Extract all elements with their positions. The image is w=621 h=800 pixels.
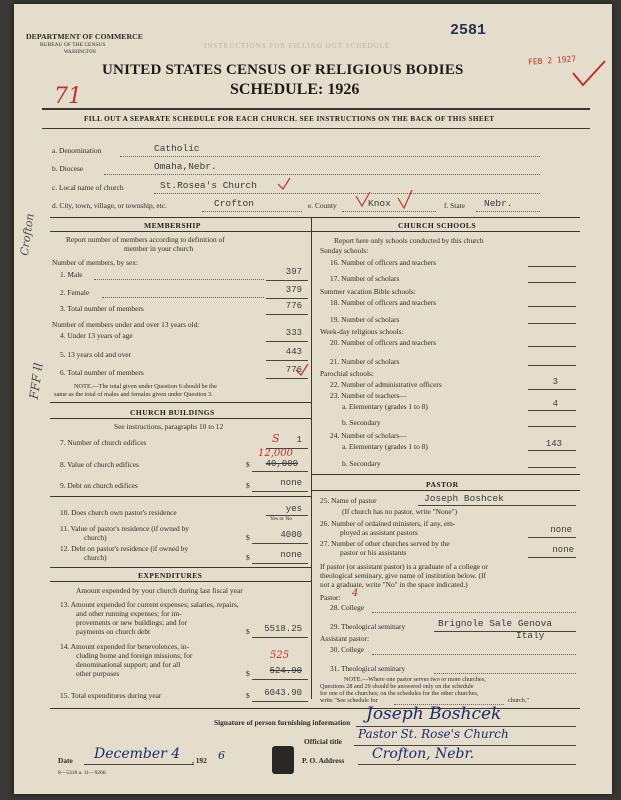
q16-label: 16. Number of officers and teachers	[330, 258, 437, 267]
pastor-title: PASTOR	[426, 480, 459, 489]
faint-back-text: INSTRUCTIONS FOR FILLING OUT SCHEDULE	[204, 42, 391, 50]
pastor-note-5: church."	[508, 697, 529, 704]
q24a-label: a. Elementary (grades 1 to 8)	[342, 442, 428, 451]
pastor-subhead: Pastor:	[320, 593, 341, 602]
q9-label: 9. Debt on church edifices	[60, 481, 138, 490]
q22-label: 22. Number of administrative officers	[330, 380, 442, 389]
dollar-sign: $	[246, 460, 250, 469]
church-name-label: c. Local name of church	[52, 183, 124, 192]
signature-label: Signature of person furnishing information	[214, 718, 351, 727]
year-prefix: , 192	[192, 756, 207, 765]
q31-label: 31. Theological seminary	[330, 664, 406, 673]
q26-label: 26. Number of ordained ministers, if any, em-	[320, 519, 456, 528]
city-name: WASHINGTON	[64, 50, 96, 55]
form-title: UNITED STATES CENSUS OF RELIGIOUS BODIES	[102, 62, 464, 78]
q12-label-2: church)	[84, 553, 107, 562]
q6-label: 6. Total number of members	[60, 368, 144, 377]
seminary-name: Brignole Sale Genova	[438, 618, 553, 629]
year-digit: 6	[218, 749, 225, 762]
check-mark-icon	[354, 188, 414, 212]
q29-label: 29. Theological seminary	[330, 622, 406, 631]
date-stamp: FEB 2 1927	[527, 54, 577, 67]
city-label: d. City, town, village, or township, etc.	[52, 201, 167, 210]
county-value: Knox	[368, 198, 391, 209]
q10-label: 10. Does church own pastor's residence	[60, 508, 177, 517]
q27-label: 27. Number of other churches served by the	[320, 539, 450, 548]
current-expenses: 5518.25	[264, 624, 302, 634]
graduate-note-3: not a graduate, write "No" in the space indicated.)	[320, 580, 468, 589]
q17-label: 17. Number of scholars	[330, 274, 400, 283]
q14-label: 14. Amount expended for benevolences, in-	[60, 642, 190, 651]
benevolence-hand: 525	[270, 650, 290, 661]
q14-label-3: denominational support; and for all	[76, 660, 181, 669]
edifice-value: 40,000	[265, 459, 298, 469]
q14-label-4: other purposes	[76, 669, 120, 678]
q23a-label: a. Elementary (grades 1 to 8)	[342, 402, 428, 411]
handwritten-number: 71	[54, 84, 82, 109]
q15-label: 15. Total expenditures during year	[60, 691, 162, 700]
ink-blot	[272, 746, 294, 774]
q11-label: 11. Value of pastor's residence (if owned by	[60, 524, 189, 533]
q4-label: 4. Under 13 years of age	[60, 331, 133, 340]
total-expenditures: 6043.90	[264, 688, 302, 698]
expenditures-sub: Amount expended by your church during last fiscal year	[76, 586, 243, 595]
date-value: December 4	[94, 746, 181, 762]
membership-intro-2: member in your church	[124, 244, 194, 253]
q23b-label: b. Secondary	[342, 418, 381, 427]
margin-note-left: FFF ƚl	[26, 361, 46, 401]
parochial-label: Parochial schools:	[320, 369, 374, 378]
county-label: e. County	[308, 201, 337, 210]
weekday-label: Week-day religious schools:	[320, 327, 404, 336]
q27-label-2: pastor or his assistants	[340, 548, 407, 557]
state-label: f. State	[444, 201, 465, 210]
owns-residence: yes	[285, 504, 302, 514]
census-schedule-sheet: DEPARTMENT OF COMMERCE BUREAU OF THE CENSUS WASHINGTON 2581 FEB 2 1927 INSTRUCTIONS FOR FILLING OUT SCHEDULE 71 UNITED STATES CENSUS OF RELIGIOUS BODIES SCHEDULE: 1926 FILL OUT A SEPARATE SCHEDULE FOR EACH CHURCH. SEE INSTRUCTIONS ON THE BACK OF THIS SHEET a. Denomination Catholic b. Diocese Omaha,Nebr. c. Local name of church St.Rosea's Church d. City, town, village, or township, etc. Crofton e. County Knox f. State Nebr. Crofton MEMBERSHIP Report number of members according to definition of member in your church Number of members, by sex: 1. Male 397 2. Female 379 3. Total number of members 776 Number of members under and over 13 years old: 4. Under 13 years of age 333 5. 13 years old and over 443 6. Total number of members 776 NOTE.—The total given under Question 6 should be the same as the total of males and females given under Question 3. FFF ƚl CHURCH BUILDINGS See instructions, paragraphs 10 to 12 7. Number of church edifices S 1 8. Value of church edifices $ 40,000 12,000 9. Debt on church edifices $ none 10. Does church own pastor's residence yes Yes or No 11. Value of pastor's residence (if owned by church) $ 4000 12. Debt on pastor's residence (if owned by church) $ none EXPENDITURES Amount expended by your church during last fiscal year 13. Amount expended for current expenses; salaries, repairs, and other running expenses; for im- provements or new buildings; and for payments on church debt $ 5518.25 14. Amount expended for benevolences, in- cluding home and foreign missions; for denominational support; and for all other purposes 525 $ 524.90 15. Total expenditures during year $ 6043.90 CHURCH SCHOOLS Report here only schools conducted by this church Sunday schools: 16. Number of officers and teachers 17. Number of scholars Summer vacation Bible schools: 18. Number of officers and teachers 19. Number of scholars Week-day religious schools: 20. Number of officers and teachers 21. Number of scholars Parochial schools: 22. Number of administrative officers 3 23. Number of teachers— a. Elementary (grades 1 to 8) 4 b. Secondary 24. Number of scholars— a. Elementary (grades 1 to 8) 143 b. Secondary PASTOR 25. Name of pastor Joseph Boshcek (If church has no pastor, write "None") 26. Number of ordained ministers, if any, em- ployed as assistant pastors none 27. Number of other churches served by the pastor or his assistants none If pastor (or assistant pastor) is a graduate of a college or theological seminary, give name of institution below. (If not a graduate, write "No" in the space indicated.) Pastor: 4 28. College 29. Theological seminary Brignole Sale Genova Assistant pastor: Italy 30. College 31. Theological seminary NOTE.—Where one pastor serves two or more churches, Questions 28 and 29 should be answered only on the schedule for one of the churches; on the schedules for the other churches, write "See schedule for church." Signature of person furnishing information Joseph Boshcek Official title Pastor St. Rose's Church Date December 4 , 192 6 P. O. Address Crofton, Nebr. 8—5318 a. 11—9266	[14, 4, 612, 794]
denomination-label: a. Denomination	[52, 146, 102, 155]
church-name-value: St.Rosea's Church	[160, 180, 257, 191]
q18-label: 18. Number of officers and teachers	[330, 298, 437, 307]
benevolences: 524.90	[269, 666, 302, 676]
schedule-title: SCHEDULE: 1926	[230, 81, 360, 98]
instructions-banner: FILL OUT A SEPARATE SCHEDULE FOR EACH CHURCH. SEE INSTRUCTIONS ON THE BACK OF THIS SHEET	[84, 115, 495, 123]
pastor-note-3: for one of the churches; on the schedules for the other churches,	[320, 690, 479, 697]
membership-note-2: same as the total of males and females given under Question 3.	[54, 391, 213, 398]
check-mark-icon	[569, 59, 609, 89]
seminary-country: Italy	[516, 630, 545, 641]
signature-value: Joseph Boshcek	[366, 704, 502, 724]
admin-officers: 3	[552, 377, 558, 387]
q30-label: 30. College	[330, 645, 365, 654]
q20-label: 20. Number of officers and teachers	[330, 338, 437, 347]
female-count: 379	[285, 285, 302, 295]
q11-label-2: church)	[84, 533, 107, 542]
other-churches: none	[552, 545, 574, 555]
schools-intro: Report here only schools conducted by this church	[334, 236, 484, 245]
po-address-value: Crofton, Nebr.	[372, 746, 475, 762]
po-address-label: P. O. Address	[302, 756, 345, 765]
membership-note: NOTE.—The total given under Question 6 should be the	[74, 383, 217, 390]
male-count: 397	[285, 267, 302, 277]
margin-note: Crofton	[17, 212, 37, 257]
under-13-count: 333	[285, 328, 302, 338]
vacation-label: Summer vacation Bible schools:	[320, 287, 416, 296]
q24-label: 24. Number of scholars—	[330, 431, 407, 440]
pastor-mark: 4	[352, 588, 359, 599]
official-title-value: Pastor St. Rose's Church	[358, 727, 509, 741]
q13-label-2: and other running expenses; for im-	[76, 609, 182, 618]
q28-label: 28. College	[330, 603, 365, 612]
residence-debt: none	[280, 550, 302, 560]
pastor-name: Joseph Boshcek	[424, 493, 504, 504]
q25-hint: (If church has no pastor, write "None")	[342, 507, 458, 516]
membership-intro: Report number of members according to definition of	[66, 235, 225, 244]
assistant-count: none	[550, 525, 572, 535]
sunday-label: Sunday schools:	[320, 246, 369, 255]
q14-label-2: cluding home and foreign missions; for	[76, 651, 193, 660]
elementary-scholars: 143	[545, 439, 562, 449]
graduate-note: If pastor (or assistant pastor) is a graduate of a college or	[320, 562, 489, 571]
pastor-note: NOTE.—Where one pastor serves two or more churches,	[344, 676, 486, 683]
q19-label: 19. Number of scholars	[330, 315, 400, 324]
q12-label: 12. Debt on pastor's residence (if owned by	[60, 544, 189, 553]
q26-label-2: ployed as assistant pastors	[340, 528, 418, 537]
official-title-label: Official title	[304, 737, 342, 746]
state-value: Nebr.	[484, 198, 513, 209]
edifice-value-hand: 12,000	[258, 448, 293, 459]
q25-label: 25. Name of pastor	[320, 496, 377, 505]
q23-label: 23. Number of teachers—	[330, 391, 407, 400]
serial-number: 2581	[450, 22, 487, 39]
q3-label: 3. Total number of members	[60, 304, 144, 313]
q8-label: 8. Value of church edifices	[60, 460, 139, 469]
expenditures-title: EXPENDITURES	[138, 571, 203, 580]
q13-label-4: payments on church debt	[76, 627, 151, 636]
membership-title: MEMBERSHIP	[144, 221, 201, 230]
total-members-count: 776	[285, 301, 302, 311]
q13-label-3: provements or new buildings; and for	[76, 618, 188, 627]
check-mark-icon	[276, 176, 292, 192]
age-heading: Number of members under and over 13 years old:	[52, 320, 200, 329]
by-sex-label: Number of members, by sex:	[52, 258, 138, 267]
pastor-note-4: write "See schedule for	[320, 697, 378, 704]
yes-no-hint: Yes or No	[270, 516, 293, 522]
over-13-count: 443	[285, 347, 302, 357]
denomination-value: Catholic	[154, 143, 200, 154]
date-label: Date	[58, 756, 73, 765]
city-value: Crofton	[214, 198, 254, 209]
graduate-note-2: theological seminary, give name of institution below. (If	[320, 571, 486, 580]
edifice-mark: S	[272, 432, 280, 445]
elementary-teachers: 4	[552, 399, 558, 409]
assistant-subhead: Assistant pastor:	[320, 634, 370, 643]
total-members-count-2: 776	[285, 365, 302, 375]
diocese-value: Omaha,Nebr.	[154, 161, 217, 172]
q5-label: 5. 13 years old and over	[60, 350, 132, 359]
schools-title: CHURCH SCHOOLS	[398, 221, 476, 230]
pastor-note-2: Questions 28 and 29 should be answered only on the schedule	[320, 683, 474, 690]
q13-label: 13. Amount expended for current expenses; salaries, repairs,	[60, 600, 239, 609]
print-code: 8—5318 a. 11—9266	[58, 770, 106, 776]
q7-label: 7. Number of church edifices	[60, 438, 147, 447]
buildings-title: CHURCH BUILDINGS	[130, 408, 215, 417]
edifice-debt: none	[280, 478, 302, 488]
bureau-name: BUREAU OF THE CENSUS	[40, 42, 106, 48]
q24b-label: b. Secondary	[342, 459, 381, 468]
residence-value: 4000	[280, 530, 302, 540]
diocese-label: b. Diocese	[52, 164, 84, 173]
edifices-count: 1	[296, 435, 302, 445]
buildings-sub: See instructions, paragraphs 10 to 12	[114, 422, 224, 431]
check-mark-icon	[294, 362, 310, 378]
q21-label: 21. Number of scholars	[330, 357, 400, 366]
q1-label: 1. Male	[60, 270, 83, 279]
q2-label: 2. Female	[60, 288, 90, 297]
dept-name: DEPARTMENT OF COMMERCE	[26, 32, 143, 41]
